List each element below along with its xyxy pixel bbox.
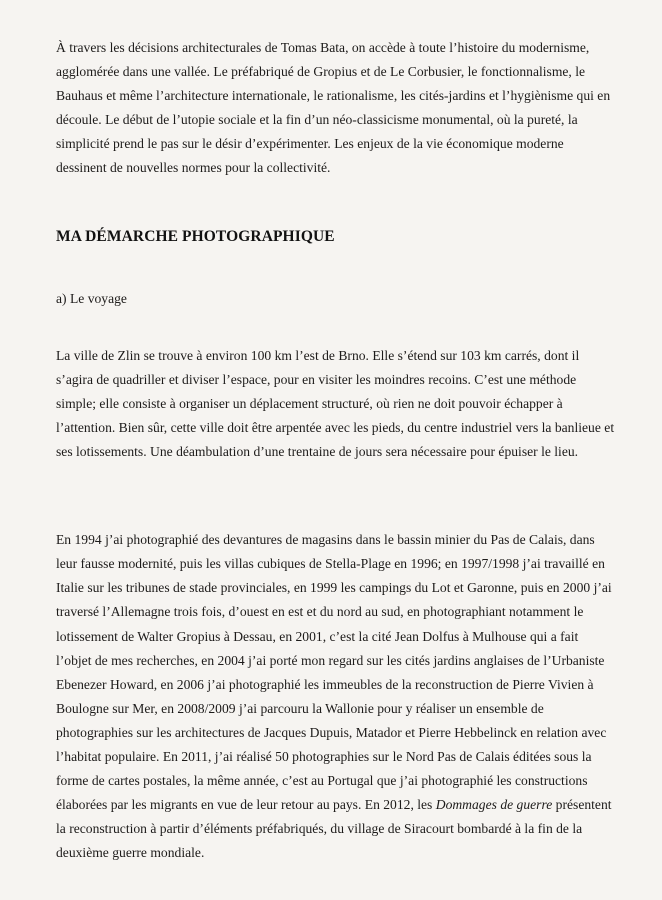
subsection-title: a) Le voyage (56, 290, 127, 306)
dommages-de-guerre-title: Dommages de guerre (435, 797, 553, 813)
section-heading: MA DÉMARCHE PHOTOGRAPHIQUE (56, 227, 335, 245)
history-text-part2: présentent la reconstruction à partir d’éléments préfabriqués, du village de Siracourt bombardé à la fin de la deuxième guerre mondiale. (56, 797, 612, 861)
voyage-paragraph: La ville de Zlin se trouve à environ 100 km l’est de Brno. Elle s’étend sur 103 km carrés, dont il s’agira de quadriller et diviser l’espace, pour en visiter les moindres recoins. C’est une méthode simple; elle consiste à organiser un déplacement structuré, où rien ne doit pouvoir échapper à l’attention. Bien sûr, cette ville doit être arpentée avec les pieds, du centre industriel vers la banlieue et ses lotissements. Une déambulation d’une trentaine de jours sera nécessaire pour épuiser le lieu. (56, 347, 615, 460)
document-page (56, 36, 616, 865)
history-paragraph (56, 528, 616, 865)
history-text-part1: En 1994 j’ai photographié des devantures de magasins dans le bassin minier du Pas de Calais, dans leur fausse modernité, puis les villas cubiques de Stella-Plage en 1996; en 1997/1998 j’ai travaillé en Italie sur les tribunes de stade provinciales, en 1999 les campings du Lot et Garonne, puis en 2000 j’ai traversé l’Allemagne trois fois, d’ouest en est et du nord au sud, en photographiant notamment le lotissement de Walter Gropius à Dessau, en 2001, c’est la cité Jean Dolfus à Mulhouse qui a fait l’objet de mes recherches, en 2004 j’ai porté mon regard sur les cités jardins anglaises de l’Urbaniste Ebenezer Howard, en 2006 j’ai photographié les immeubles de la reconstruction de Pierre Vivien à Boulogne sur Mer, en 2008/2009 j’ai parcouru la Wallonie pour y réaliser un ensemble de photographies sur les architectures de Jacques Dupuis, Matador et Pierre Hebbelinck en relation avec l’habitat populaire. En 2011, j’ai réalisé 50 photographies sur le Nord Pas de Calais éditées sous la forme de cartes postales, la même année, c’est au Portugal que j’ai photographié les constructions élaborées par les migrants en vue de leur retour au pays. En 2012, les (56, 532, 612, 813)
intro-paragraph: À travers les décisions architecturales de Tomas Bata, on accède à toute l’histoire du modernisme, agglomérée dans une vallée. Le préfabriqué de Gropius et de Le Corbusier, le fonctionnalisme, le Bauhaus et même l’architecture internationale, le rationalisme, les cités-jardins et l’hygiènisme qui en découle. Le début de l’utopie sociale et la fin d’un néo-classicisme monumental, où la pureté, la simplicité prend le pas sur le désir d’expérimenter. Les enjeux de la vie économique moderne dessinent de nouvelles normes pour la collectivité. (56, 40, 611, 176)
